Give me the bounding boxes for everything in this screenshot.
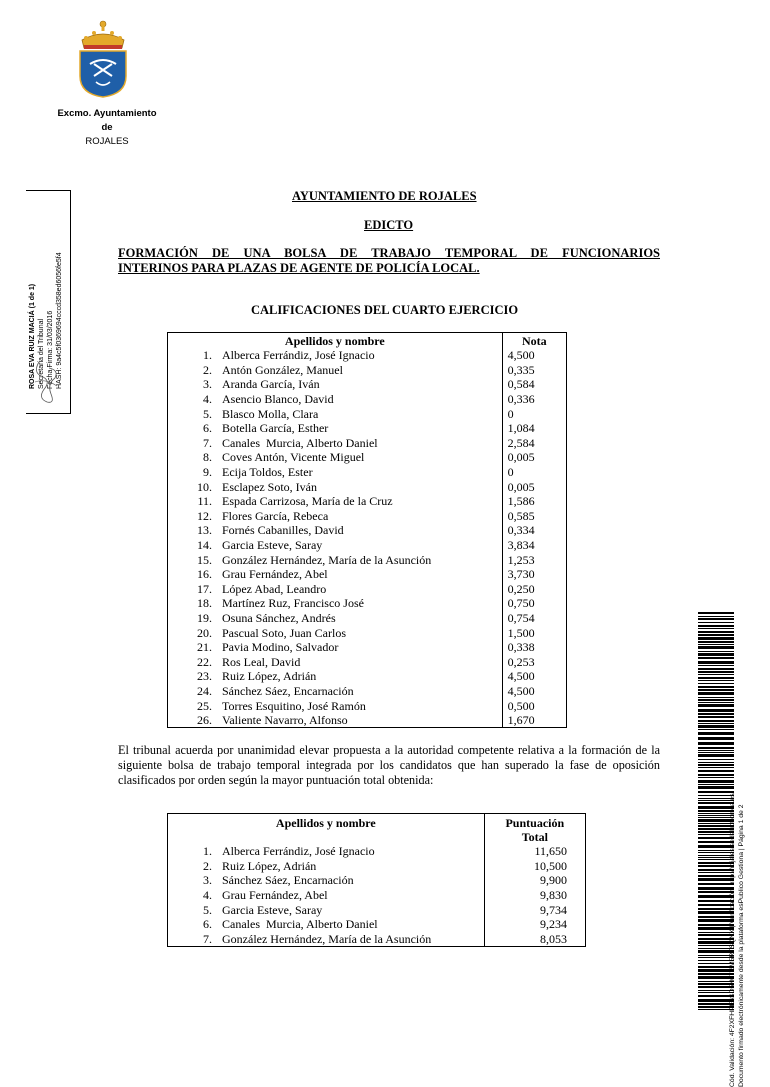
row-number: 12. xyxy=(197,508,212,523)
candidate-cell xyxy=(168,684,503,699)
candidate-name: Ruiz López, Adrián xyxy=(222,669,317,684)
row-number: 3. xyxy=(203,377,212,392)
table-row xyxy=(168,421,567,436)
candidate-cell xyxy=(168,479,503,494)
candidate-name: Flores García, Rebeca xyxy=(222,508,329,523)
row-number: 19. xyxy=(197,610,212,625)
subject-title-line1: FORMACIÓN DE UNA BOLSA DE TRABAJO TEMPORAL DE FUNCIONARIOS xyxy=(118,246,660,260)
table-row xyxy=(168,479,567,494)
score-cell: 2,584 xyxy=(507,435,535,450)
candidate-cell xyxy=(168,465,503,480)
row-number: 10. xyxy=(197,479,212,494)
score-cell: 9,734 xyxy=(540,902,567,917)
row-number: 6. xyxy=(203,917,212,932)
row-number: 23. xyxy=(197,669,212,684)
candidate-cell xyxy=(168,917,485,932)
municipality-line3: ROJALES xyxy=(85,136,129,147)
score-cell: 0,250 xyxy=(507,581,535,596)
candidate-cell xyxy=(168,713,503,728)
candidate-name: Grau Fernández, Abel xyxy=(222,888,328,903)
row-number: 5. xyxy=(203,902,212,917)
ranking-table-body xyxy=(168,844,586,947)
row-number: 5. xyxy=(203,406,212,421)
coat-of-arms-logo xyxy=(72,18,134,98)
table-row xyxy=(168,465,567,480)
score-cell: 0,335 xyxy=(507,362,535,377)
scores-table-body xyxy=(168,348,567,728)
table-row xyxy=(168,698,567,713)
candidate-name: Grau Fernández, Abel xyxy=(222,567,328,582)
table-row xyxy=(168,582,567,597)
subject-title xyxy=(118,246,660,276)
candidate-cell xyxy=(168,640,503,655)
row-number: 15. xyxy=(197,552,212,567)
row-number: 18. xyxy=(197,596,212,611)
candidate-cell xyxy=(168,902,485,917)
candidate-name: Alberca Ferrándiz, José Ignacio xyxy=(222,348,375,363)
score-cell: 0 xyxy=(507,406,514,421)
table-row xyxy=(168,538,567,553)
column-header-total-line1: Puntuación xyxy=(505,816,565,830)
row-number: 21. xyxy=(197,640,212,655)
score-cell: 4,500 xyxy=(507,669,535,684)
score-cell: 0,584 xyxy=(507,377,535,392)
column-header-name: Apellidos y nombre xyxy=(168,814,485,845)
table-row xyxy=(168,654,567,669)
signer-role: Secretaria del Tribunal xyxy=(38,318,45,389)
table-row xyxy=(168,859,586,874)
table-header-row xyxy=(168,814,586,845)
score-cell: 0,500 xyxy=(507,698,535,713)
edict-title: EDICTO xyxy=(364,218,414,232)
candidate-cell xyxy=(168,494,503,509)
table-row xyxy=(168,713,567,728)
scores-table xyxy=(167,332,567,728)
candidate-cell xyxy=(168,436,503,451)
score-cell: 4,500 xyxy=(507,348,535,363)
candidate-name: Martínez Ruz, Francisco José xyxy=(222,596,364,611)
candidate-cell xyxy=(168,523,503,538)
candidate-name: González Hernández, María de la Asunción xyxy=(222,931,432,946)
candidate-cell xyxy=(168,363,503,378)
candidate-name: López Abad, Leandro xyxy=(222,581,327,596)
verification-line2: Documento firmado electrónicamente desde la plataforma esPublico Gestiona | Página 1 de 2 xyxy=(738,804,745,1087)
candidate-cell xyxy=(168,582,503,597)
score-cell: 0,334 xyxy=(507,523,535,538)
score-cell: 0,750 xyxy=(507,596,535,611)
table-row xyxy=(168,917,586,932)
section-title: CALIFICACIONES DEL CUARTO EJERCICIO xyxy=(251,303,519,317)
score-cell: 1,253 xyxy=(507,552,535,567)
candidate-cell xyxy=(168,450,503,465)
signature-date: Fecha Firma: 31/03/2016 xyxy=(47,310,54,389)
column-header-total xyxy=(484,814,585,845)
score-cell: 9,900 xyxy=(540,873,567,888)
candidate-cell xyxy=(168,377,503,392)
row-number: 24. xyxy=(197,683,212,698)
table-row xyxy=(168,669,567,684)
candidate-name: Blasco Molla, Clara xyxy=(222,406,319,421)
table-row xyxy=(168,596,567,611)
table-row xyxy=(168,611,567,626)
table-row xyxy=(168,932,586,947)
table-header-row xyxy=(168,333,567,349)
candidate-name: Ecija Toldos, Ester xyxy=(222,465,313,480)
candidate-name: Espada Carrizosa, María de la Cruz xyxy=(222,494,393,509)
row-number: 2. xyxy=(203,858,212,873)
row-number: 13. xyxy=(197,523,212,538)
score-cell: 9,830 xyxy=(540,888,567,903)
table-row xyxy=(168,684,567,699)
row-number: 17. xyxy=(197,581,212,596)
candidate-cell xyxy=(168,654,503,669)
candidate-name: Botella García, Esther xyxy=(222,421,329,436)
score-cell: 0 xyxy=(507,465,514,480)
candidate-name: Canales Murcia, Alberto Daniel xyxy=(222,435,378,450)
table-row xyxy=(168,406,567,421)
row-number: 7. xyxy=(203,435,212,450)
column-header-name: Apellidos y nombre xyxy=(168,333,503,349)
candidate-cell xyxy=(168,888,485,903)
column-header-score: Nota xyxy=(521,333,547,348)
row-number: 6. xyxy=(203,421,212,436)
score-cell: 1,670 xyxy=(507,713,535,728)
score-cell: 0,253 xyxy=(507,654,535,669)
table-row xyxy=(168,625,567,640)
row-number: 1. xyxy=(203,844,212,859)
candidate-name: Esclapez Soto, Iván xyxy=(222,479,317,494)
handwritten-signature xyxy=(31,358,61,406)
resolution-paragraph: El tribunal acuerda por unanimidad elevar propuesta a la autoridad competente relativa a la formación de la siguiente bolsa de trabajo temporal integrada por los candidatos que han superado la fase de oposición clasificados por orden según la mayor puntuación total obtenida: xyxy=(118,743,660,787)
candidate-name: Alberca Ferrándiz, José Ignacio xyxy=(222,844,375,859)
table-row xyxy=(168,902,586,917)
table-row xyxy=(168,377,567,392)
candidate-cell xyxy=(168,567,503,582)
candidate-name: Pascual Soto, Juan Carlos xyxy=(222,625,346,640)
candidate-name: Antón González, Manuel xyxy=(222,362,343,377)
column-header-total-line2: Total xyxy=(521,830,548,844)
candidate-name: Garcia Esteve, Saray xyxy=(222,538,323,553)
candidate-cell xyxy=(168,859,485,874)
candidate-name: Ros Leal, David xyxy=(222,654,301,669)
score-cell: 0,754 xyxy=(507,610,535,625)
verification-line1: Cód. Validación: 4F2XFHPE6SD5N67GM5RTSQNX | Verificación: http://rojales.sedelectronica.es/ xyxy=(729,791,736,1087)
candidate-name: Garcia Esteve, Saray xyxy=(222,902,323,917)
candidate-name: Valiente Navarro, Alfonso xyxy=(222,713,348,728)
table-row xyxy=(168,436,567,451)
score-cell: 10,500 xyxy=(534,858,567,873)
table-row xyxy=(168,888,586,903)
score-cell: 0,005 xyxy=(507,479,535,494)
row-number: 3. xyxy=(203,873,212,888)
candidate-cell xyxy=(168,932,485,947)
row-number: 1. xyxy=(203,348,212,363)
row-number: 4. xyxy=(203,392,212,407)
row-number: 16. xyxy=(197,567,212,582)
row-number: 11. xyxy=(197,494,212,509)
verification-block xyxy=(728,607,752,1087)
table-row xyxy=(168,450,567,465)
candidate-cell xyxy=(168,406,503,421)
row-number: 20. xyxy=(197,625,212,640)
candidate-cell xyxy=(168,596,503,611)
table-row xyxy=(168,567,567,582)
score-cell: 0,336 xyxy=(507,392,535,407)
municipality-line1: Excmo. Ayuntamiento xyxy=(57,108,157,119)
signer-name: ROSA EVA RUIZ MACIÁ (1 de 1) xyxy=(29,283,36,389)
score-cell: 8,053 xyxy=(540,931,567,946)
subject-title-line2: INTERINOS PARA PLAZAS DE AGENTE DE POLICÍA LOCAL. xyxy=(118,261,480,275)
municipality-line2: de xyxy=(101,122,113,133)
row-number: 8. xyxy=(203,450,212,465)
table-row xyxy=(168,494,567,509)
candidate-name: Coves Antón, Vicente Miguel xyxy=(222,450,365,465)
document-title: AYUNTAMIENTO DE ROJALES xyxy=(292,189,477,203)
row-number: 4. xyxy=(203,888,212,903)
signature-block xyxy=(28,159,76,389)
score-cell: 3,730 xyxy=(507,567,535,582)
score-cell: 11,650 xyxy=(534,844,567,859)
row-number: 2. xyxy=(203,362,212,377)
candidate-name: Pavia Modino, Salvador xyxy=(222,640,339,655)
candidate-cell xyxy=(168,669,503,684)
score-cell: 9,234 xyxy=(540,917,567,932)
candidate-cell xyxy=(168,844,485,859)
row-number: 7. xyxy=(203,931,212,946)
row-number: 14. xyxy=(197,538,212,553)
candidate-name: Canales Murcia, Alberto Daniel xyxy=(222,917,378,932)
table-row xyxy=(168,509,567,524)
candidate-name: Sánchez Sáez, Encarnación xyxy=(222,873,354,888)
table-row xyxy=(168,523,567,538)
score-cell: 0,338 xyxy=(507,640,535,655)
candidate-cell xyxy=(168,552,503,567)
score-cell: 1,500 xyxy=(507,625,535,640)
table-row xyxy=(168,640,567,655)
ranking-table xyxy=(167,813,586,947)
score-cell: 1,084 xyxy=(507,421,535,436)
table-row xyxy=(168,552,567,567)
candidate-cell xyxy=(168,421,503,436)
candidate-cell xyxy=(168,509,503,524)
signature-hash: HASH: 9a4c5f0369694cccd358ed6056fe5f4 xyxy=(56,252,63,389)
candidate-name: Asencio Blanco, David xyxy=(222,392,334,407)
row-number: 9. xyxy=(203,465,212,480)
candidate-cell xyxy=(168,698,503,713)
candidate-cell xyxy=(168,611,503,626)
candidate-name: Ruiz López, Adrián xyxy=(222,858,317,873)
candidate-cell xyxy=(168,873,485,888)
table-row xyxy=(168,392,567,407)
candidate-name: Torres Esquitino, José Ramón xyxy=(222,698,366,713)
candidate-name: Fornés Cabanilles, David xyxy=(222,523,344,538)
score-cell: 0,005 xyxy=(507,450,535,465)
candidate-cell xyxy=(168,538,503,553)
candidate-name: Aranda García, Iván xyxy=(222,377,320,392)
candidate-cell xyxy=(168,348,503,363)
candidate-cell xyxy=(168,392,503,407)
score-cell: 0,585 xyxy=(507,508,535,523)
table-row xyxy=(168,363,567,378)
score-cell: 3,834 xyxy=(507,538,535,553)
municipality-name xyxy=(52,107,162,149)
row-number: 22. xyxy=(197,654,212,669)
row-number: 26. xyxy=(197,713,212,728)
candidate-name: Osuna Sánchez, Andrés xyxy=(222,610,336,625)
score-cell: 1,586 xyxy=(507,494,535,509)
score-cell: 4,500 xyxy=(507,683,535,698)
candidate-name: Sánchez Sáez, Encarnación xyxy=(222,683,354,698)
candidate-name: González Hernández, María de la Asunción xyxy=(222,552,432,567)
candidate-cell xyxy=(168,625,503,640)
table-row xyxy=(168,348,567,363)
row-number: 25. xyxy=(197,698,212,713)
table-row xyxy=(168,844,586,859)
table-row xyxy=(168,873,586,888)
